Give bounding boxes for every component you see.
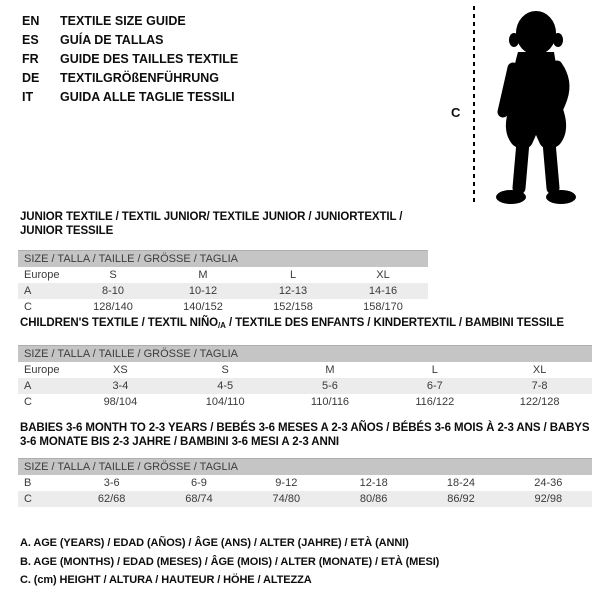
title-subscript: /A: [218, 321, 226, 330]
size-header-bar: SIZE / TALLA / TAILLE / GRÖSSE / TAGLIA: [18, 459, 592, 476]
size-cell: XL: [376, 269, 390, 281]
title-text: BABIES 3-6 MONTH TO 2-3 YEARS / BEBÉS 3-6 MESES A 2-3 AÑOS / BÉBÉS 3-6 MOIS À 2-3 ANS / BABYS 3-6 MONATE BIS 2-3 JAHRE / BAMBINI 3-6 MESI A 2-3 ANNI: [20, 422, 590, 448]
language-title-list: [22, 12, 238, 107]
toddler-silhouette-icon: [484, 4, 584, 210]
size-cell: 8-10: [101, 285, 125, 297]
size-cell: 158/170: [363, 301, 403, 313]
table-title: [20, 421, 592, 449]
size-cell: M: [325, 364, 335, 376]
size-cell: 10-12: [188, 285, 218, 297]
size-cell: XL: [532, 364, 547, 376]
size-header-bar: SIZE / TALLA / TAILLE / GRÖSSE / TAGLIA: [18, 346, 592, 363]
size-cell: S: [221, 364, 229, 376]
size-cell: 74/80: [272, 493, 301, 505]
language-code: ES: [22, 33, 39, 47]
size-cell: 140/152: [183, 301, 223, 313]
babies-textile-section: [18, 421, 592, 507]
row-label: Europe: [24, 269, 60, 281]
size-header-row: [18, 459, 592, 476]
table-head: [18, 346, 592, 363]
table-title: [20, 210, 428, 238]
footnote-legend: [20, 534, 439, 590]
size-cell: 9-12: [275, 477, 298, 489]
row-label: A: [24, 380, 32, 392]
table-row: [18, 299, 428, 315]
language-row: [22, 69, 238, 88]
size-cell: 122/128: [519, 396, 560, 408]
size-cell: 152/158: [273, 301, 313, 313]
language-code: EN: [22, 14, 40, 28]
row-label: C: [24, 396, 32, 408]
size-cell: 6-9: [191, 477, 207, 489]
language-code: FR: [22, 52, 39, 66]
title-text: / TEXTILE DES ENFANTS / KINDERTEXTIL / BAMBINI TESSILE: [225, 317, 564, 329]
junior-textile-section: [18, 210, 428, 315]
row-label: B: [24, 477, 32, 489]
size-cell: 5-6: [322, 380, 338, 392]
table-body: [18, 267, 428, 315]
size-cell: 12-13: [278, 285, 308, 297]
table-head: [18, 251, 428, 268]
size-cell: 12-18: [359, 477, 388, 489]
table-body: [18, 475, 592, 507]
language-code: IT: [22, 90, 34, 104]
size-cell: 14-16: [368, 285, 398, 297]
guide-title: GUIDE DES TAILLES TEXTILE: [60, 52, 239, 66]
size-cell: 6-7: [426, 380, 443, 392]
table-row: [18, 267, 428, 283]
size-cell: 104/110: [205, 396, 245, 408]
table-row: [18, 378, 592, 394]
size-cell: 92/98: [534, 493, 563, 505]
language-code: DE: [22, 71, 40, 85]
size-cell: L: [431, 364, 438, 376]
footnote: C. (cm) HEIGHT / ALTURA / HAUTEUR / HÖHE / ALTEZZA: [20, 574, 312, 586]
guide-title: TEXTILGRÖßENFÜHRUNG: [60, 71, 220, 85]
row-label: A: [24, 285, 32, 297]
guide-title: TEXTILE SIZE GUIDE: [60, 14, 186, 28]
language-row: [22, 12, 238, 31]
table-row: [18, 475, 592, 491]
table-head: [18, 459, 592, 476]
row-label: Europe: [24, 364, 60, 376]
size-table: [18, 458, 592, 507]
size-cell: M: [198, 269, 208, 281]
size-cell: XS: [113, 364, 128, 376]
row-label: C: [24, 301, 32, 313]
size-header-row: [18, 251, 428, 268]
table-row: [18, 491, 592, 507]
size-cell: 80/86: [359, 493, 388, 505]
table-title: [20, 316, 592, 333]
size-header-bar: SIZE / TALLA / TAILLE / GRÖSSE / TAGLIA: [18, 251, 428, 268]
footnote: A. AGE (YEARS) / EDAD (AÑOS) / ÂGE (ANS) / ALTER (JAHRE) / ETÀ (ANNI): [20, 537, 409, 549]
height-measure-label: C: [451, 105, 461, 120]
language-row: [22, 31, 238, 50]
guide-title: GUIDA ALLE TAGLIE TESSILI: [60, 90, 235, 104]
size-cell: 3-4: [112, 380, 129, 392]
size-cell: L: [289, 269, 297, 281]
size-cell: 128/140: [93, 301, 133, 313]
footnote: B. AGE (MONTHS) / EDAD (MESES) / ÂGE (MOIS) / ALTER (MONATE) / ETÀ (MESI): [20, 555, 440, 568]
size-cell: 4-5: [217, 380, 234, 392]
childrens-textile-section: [18, 316, 592, 410]
title-text: CHILDREN'S TEXTILE / TEXTIL NIÑO: [20, 317, 219, 329]
size-table: [18, 250, 428, 315]
size-cell: S: [109, 269, 117, 281]
guide-title: GUÍA DE TALLAS: [60, 33, 164, 47]
size-cell: 68/74: [185, 493, 213, 505]
size-cell: 116/122: [415, 396, 455, 408]
table-row: [18, 394, 592, 410]
size-cell: 86/92: [447, 493, 475, 505]
table-row: [18, 283, 428, 299]
size-cell: 62/68: [97, 493, 126, 505]
size-cell: 18-24: [446, 477, 476, 489]
size-header-row: [18, 346, 592, 363]
size-cell: 7-8: [531, 380, 548, 392]
height-measure-line: [473, 6, 475, 206]
table-body: [18, 362, 592, 410]
title-text: JUNIOR TEXTILE / TEXTIL JUNIOR/ TEXTILE JUNIOR / JUNIORTEXTIL / JUNIOR TESSILE: [20, 211, 403, 237]
size-cell: 24-36: [534, 477, 563, 489]
size-cell: 3-6: [103, 477, 120, 489]
language-row: [22, 50, 238, 69]
size-table: [18, 345, 592, 410]
table-row: [18, 362, 592, 378]
size-cell: 98/104: [103, 396, 138, 408]
language-row: [22, 88, 238, 107]
row-label: C: [24, 493, 32, 505]
size-cell: 110/116: [310, 396, 350, 408]
